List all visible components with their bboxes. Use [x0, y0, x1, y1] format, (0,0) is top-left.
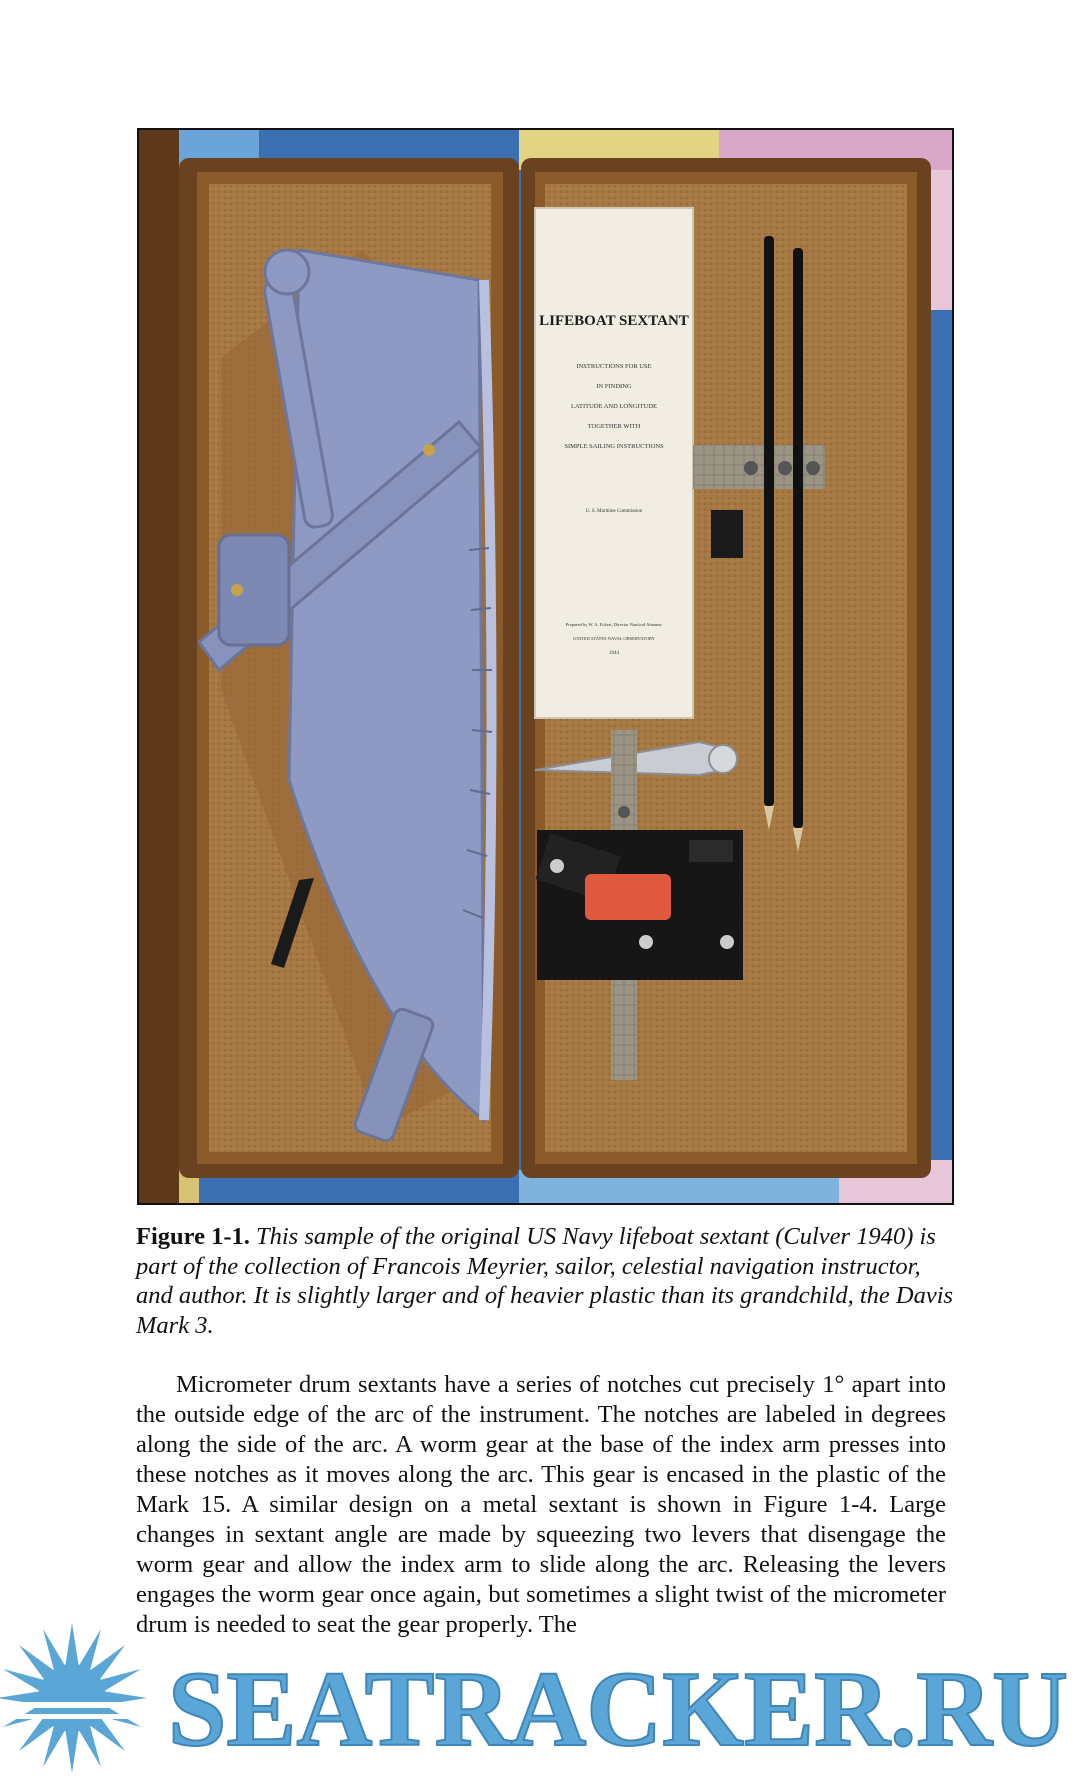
- lifeboat-sextant-case-photo: [139, 130, 952, 1203]
- watermark-text: SEATRACKER.RU: [168, 1650, 1068, 1769]
- body-paragraph: Micrometer drum sextants have a series of notches cut precisely 1° apart into the outside edge of the arc of the instrument. The notches are labeled in degrees along the side of the arc. A worm gear at the base of the index arm presses into these notches as it moves along the arc. This gear is encased in the plastic of the Mark 15. A similar design on a metal sextant is shown in Figure 1-4. Large changes in sextant angle are made by squeezing two levers that disengage the worm gear and allow the index arm to slide along the arc. Releasing the levers engages the worm gear once again, but sometimes a slight twist of the micrometer drum is needed to seat the gear properly. The: [136, 1371, 946, 1638]
- instruction-booklet: [535, 208, 693, 718]
- booklet-year: 1944: [609, 651, 619, 656]
- booklet-line: SIMPLE SAILING INSTRUCTIONS: [564, 443, 664, 450]
- pencil-strap: [693, 445, 825, 489]
- figure-caption-text: This sample of the original US Navy lifeboat sextant (Culver 1940) is part of the collection of Francois Meyrier, sailor, celestial navigation instructor, and author. It is slightly larger and of heavier plastic than its grandchild, the Davis Mark 3.: [136, 1223, 954, 1339]
- booklet-publisher: UNITED STATES NAVAL OBSERVATORY: [573, 636, 655, 641]
- small-block: [711, 510, 743, 558]
- booklet-prepared-by: Prepared by W. A. Eckert, Director Nautical Almanac: [565, 622, 663, 627]
- figure-photo: [137, 128, 954, 1205]
- figure-label: Figure 1-1.: [136, 1223, 250, 1250]
- booklet-line: IN FINDING: [596, 383, 632, 390]
- watermark: [0, 1620, 1080, 1778]
- sun-logo-icon: [0, 1623, 152, 1773]
- plotter-box: [535, 830, 743, 980]
- booklet-line: INSTRUCTIONS FOR USE: [576, 363, 652, 370]
- booklet-agency: U. S. Maritime Commission: [585, 509, 643, 514]
- booklet-line: LATITUDE AND LONGITUDE: [571, 403, 657, 410]
- booklet-line: TOGETHER WITH: [587, 423, 641, 430]
- watermark-graphic: [0, 1620, 1080, 1778]
- figure-caption: [136, 1222, 958, 1340]
- booklet-title: LIFEBOAT SEXTANT: [539, 313, 689, 329]
